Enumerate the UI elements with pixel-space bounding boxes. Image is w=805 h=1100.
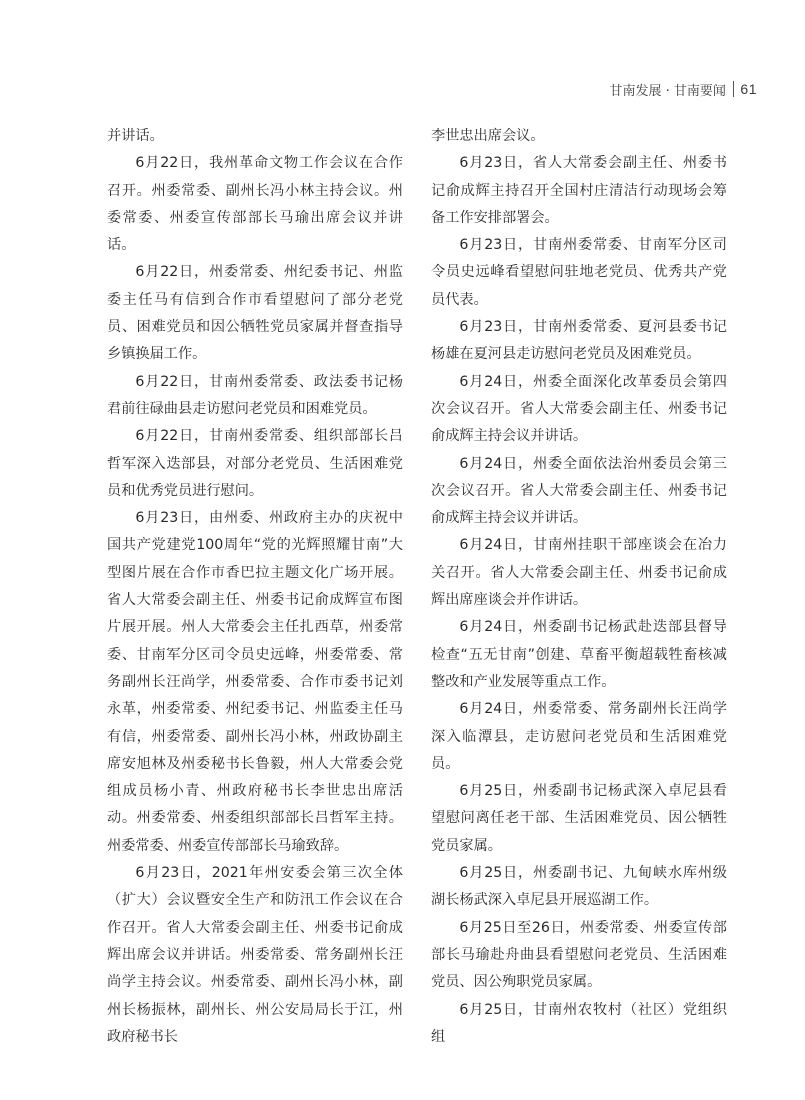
news-paragraph: 李世忠出席会议。 <box>431 128 545 144</box>
page-number: 61 <box>740 81 757 97</box>
right-text-column <box>431 123 727 1051</box>
news-paragraph: 6月23日，省人大常委会副主任、州委书记俞成辉主持召开全国村庄清洁行动现场会筹备工作安排部署会。 <box>431 155 727 226</box>
left-text-column <box>107 123 403 1051</box>
news-paragraph: 6月24日，州委全面依法治州委员会第三次会议召开。省人大常委会副主任、州委书记俞成辉主持会议并讲话。 <box>431 455 727 527</box>
news-paragraph: 6月24日，州委副书记杨武赴迭部县督导检查“五无甘南”创建、草畜平衡超载牲畜核减整改和产业发展等重点工作。 <box>431 619 727 690</box>
news-paragraph: 6月22日，甘南州委常委、政法委书记杨君前往碌曲县走访慰问老党员和困难党员。 <box>107 373 403 417</box>
news-paragraph: 6月23日，2021年州安委会第三次全体（扩大）会议暨安全生产和防汛工作会议在合作召开。省人大常委会副主任、州委书记俞成辉出席会议并讲话。州委常委、常务副州长汪尚学主持会议。州委常委、副州长冯小林，副州长杨振林，副州长、州公安局局长于江，州政府秘书长 <box>107 865 403 1045</box>
news-paragraph: 6月23日，甘南州委常委、甘南军分区司令员史远峰看望慰问驻地老党员、优秀共产党员代表。 <box>431 237 727 308</box>
running-header <box>610 78 757 100</box>
news-paragraph: 6月25日，州委副书记、九甸峡水库州级湖长杨武深入卓尼县开展巡湖工作。 <box>431 865 727 909</box>
news-paragraph: 6月22日，我州革命文物工作会议在合作召开。州委常委、副州长冯小林主持会议。州委常委、州委宣传部部长马瑜出席会议并讲话。 <box>107 155 403 254</box>
news-paragraph: 6月23日，甘南州委常委、夏河县委书记杨雄在夏河县走访慰问老党员及困难党员。 <box>431 319 727 363</box>
news-paragraph: 6月22日，甘南州委常委、组织部部长吕哲军深入迭部县，对部分老党员、生活困难党员和优秀党员进行慰问。 <box>107 428 403 499</box>
news-paragraph: 6月23日，由州委、州政府主办的庆祝中国共产党建党100周年“党的光辉照耀甘南”大型图片展在合作市香巴拉主题文化广场开展。省人大常委会副主任、州委书记俞成辉宣布图片展开展。州人大常委会主任扎西草，州委常委、甘南军分区司令员史远峰，州委常委、常务副州长汪尚学，州委常委、合作市委书记刘永革，州委常委、州纪委书记、州监委主任马有信，州委常委、副州长冯小林，州政协副主席安旭林及州委秘书长鲁毅，州人大常委会党组成员杨小青、州政府秘书长李世忠出席活动。州委常委、州委组织部部长吕哲军主持。州委常委、州委宣传部部长马瑜致辞。 <box>107 510 403 854</box>
news-paragraph: 6月24日，州委全面深化改革委员会第四次会议召开。省人大常委会副主任、州委书记俞成辉主持会议并讲话。 <box>431 373 727 445</box>
news-paragraph: 并讲话。 <box>107 128 164 144</box>
section-title: 甘南发展 · 甘南要闻 <box>609 83 726 99</box>
news-paragraph: 6月22日，州委常委、州纪委书记、州监委主任马有信到合作市看望慰问了部分老党员、困难党员和因公牺牲党员家属并督查指导乡镇换届工作。 <box>107 264 403 363</box>
news-paragraph: 6月25日，州委副书记杨武深入卓尼县看望慰问离任老干部、生活困难党员、因公牺牲党员家属。 <box>431 783 727 854</box>
header-divider <box>733 81 735 97</box>
news-paragraph: 6月25日至26日，州委常委、州委宣传部部长马瑜赴舟曲县看望慰问老党员、生活困难党员、因公殉职党员家属。 <box>431 919 727 991</box>
news-paragraph: 6月24日，甘南州挂职干部座谈会在冶力关召开。省人大常委会副主任、州委书记俞成辉出席座谈会并作讲话。 <box>431 537 727 609</box>
news-paragraph: 6月24日，州委常委、常务副州长汪尚学深入临潭县，走访慰问老党员和生活困难党员。 <box>431 701 727 772</box>
news-paragraph: 6月25日，甘南州农牧村（社区）党组织组 <box>431 1001 727 1045</box>
